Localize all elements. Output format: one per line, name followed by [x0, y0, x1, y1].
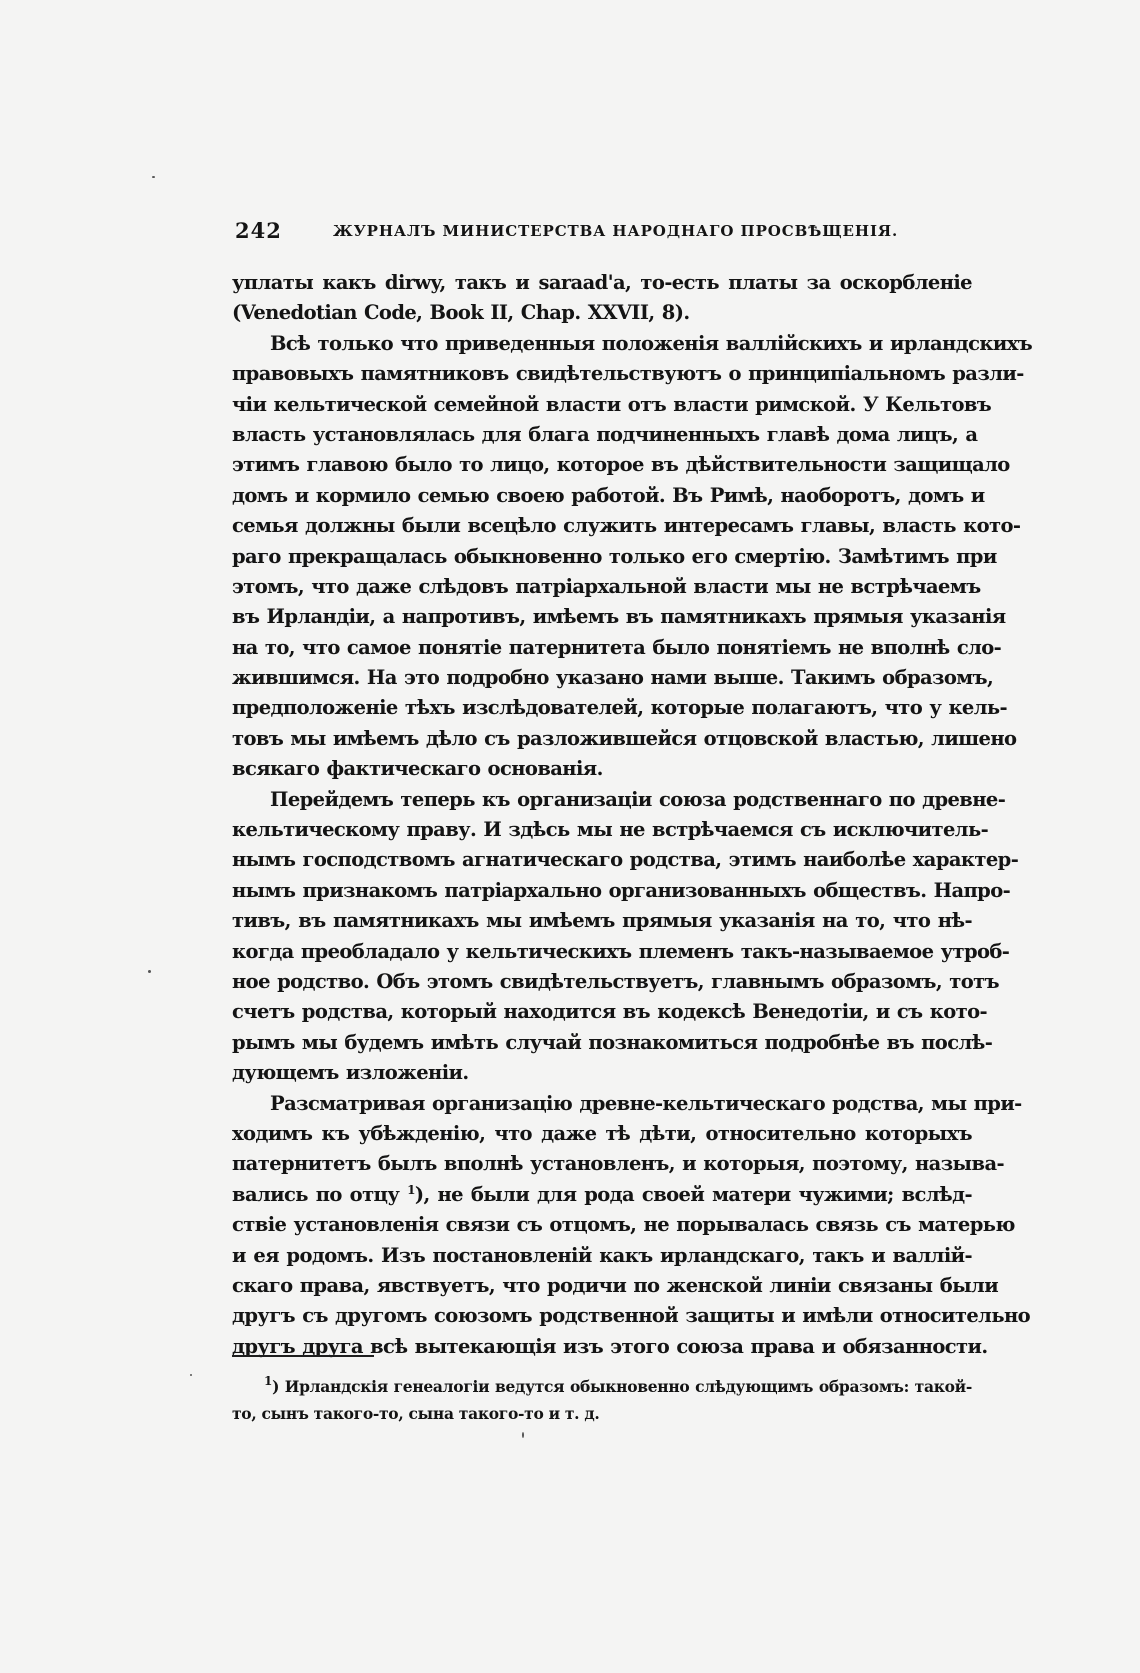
- text-line: раго прекращалась обыкновенно только его смертію. Замѣтимъ при: [232, 544, 997, 568]
- text-line: другъ съ другомъ союзомъ родственной защиты и имѣли относительно: [232, 1304, 1031, 1328]
- text-line: уплаты какъ dirwy, такъ и saraad'a, то-есть платы за оскорбленіе: [232, 271, 972, 294]
- text-line: дующемъ изложеніи.: [232, 1061, 469, 1085]
- text-line: кельтическому праву. И здѣсь мы не встрѣчаемся съ исключитель-: [232, 818, 989, 842]
- footnote-text: ) Ирландскія генеалогіи ведутся обыкновенно слѣдующимъ образомъ: такой-: [272, 1377, 972, 1396]
- body-text: [232, 268, 1033, 1362]
- text-line: въ Ирландіи, а напротивъ, имѣемъ въ памятникахъ прямыя указанія: [232, 605, 1006, 629]
- text-line: ходимъ къ убѣжденію, что даже тѣ дѣти, относительно которыхъ: [232, 1121, 972, 1145]
- paragraph-start-line: Всѣ только что приведенныя положенія валлійскихъ и ирландскихъ: [270, 331, 1033, 355]
- paragraph-start-line: Перейдемъ теперь къ организаціи союза родственнаго по древне-: [270, 787, 1006, 811]
- running-head: ЖУРНАЛЪ МИНИСТЕРСТВА НАРОДНАГО ПРОСВѢЩЕНІЯ.: [333, 222, 899, 240]
- paragraph-start-line: Разсматривая организацію древне-кельтическаго родства, мы при-: [270, 1091, 1022, 1115]
- scan-speck: [152, 176, 155, 178]
- footnote-line: [232, 1373, 972, 1400]
- footnote-reference: 1: [407, 1182, 415, 1197]
- page-header: [235, 218, 899, 248]
- text-line: скаго права, явствуетъ, что родичи по женской линіи связаны были: [232, 1273, 999, 1297]
- text-fragment: ), не были для рода своей матери чужими; вслѣд-: [414, 1182, 972, 1206]
- text-line: тивъ, въ памятникахъ мы имѣемъ прямыя указанія на то, что нѣ-: [232, 909, 972, 933]
- text-line: домъ и кормило семью своею работой. Въ Римѣ, наоборотъ, домъ и: [232, 483, 985, 507]
- text-line: нымъ господствомъ агнатическаго родства, этимъ наиболѣе характер-: [232, 848, 1019, 872]
- text-line: рымъ мы будемъ имѣть случай познакомиться подробнѣе въ послѣ-: [232, 1030, 993, 1054]
- scan-speck: [190, 1374, 192, 1376]
- text-line: когда преобладало у кельтическихъ племенъ такъ-называемое утроб-: [232, 939, 1010, 963]
- text-line: власть установлялась для блага подчиненныхъ главѣ дома лицъ, а: [232, 422, 978, 446]
- text-line: на то, что самое понятіе патернитета было понятіемъ не вполнѣ сло-: [232, 635, 1002, 659]
- text-line: и ея родомъ. Изъ постановленій какъ ирландскаго, такъ и валлій-: [232, 1243, 972, 1267]
- text-fragment: вались по отцу: [232, 1182, 400, 1206]
- scan-speck: [522, 1432, 524, 1438]
- text-line: счетъ родства, который находится въ кодексѣ Венедотіи, и съ кото-: [232, 1000, 987, 1024]
- text-line: товъ мы имѣемъ дѣло съ разложившейся отцовской властью, лишено: [232, 726, 1017, 750]
- footnote-marker: 1: [264, 1374, 273, 1388]
- text-line: предположеніе тѣхъ изслѣдователей, которые полагаютъ, что у кель-: [232, 696, 1008, 720]
- text-line: этомъ, что даже слѣдовъ патріархальной власти мы не встрѣчаемъ: [232, 574, 981, 598]
- footnote: [232, 1373, 972, 1427]
- text-line: правовыхъ памятниковъ свидѣтельствуютъ о принципіальномъ разли-: [232, 362, 1024, 386]
- page-number: 242: [235, 218, 282, 243]
- footnote-line: то, сынъ такого-то, сына такого-то и т. д.: [232, 1404, 600, 1423]
- scan-speck: [148, 970, 151, 973]
- text-line: ствіе установленія связи съ отцомъ, не порывалась связь съ матерью: [232, 1213, 1015, 1237]
- text-line: другъ друга всѣ вытекающія изъ этого союза права и обязанности.: [232, 1334, 988, 1358]
- text-line: этимъ главою было то лицо, которое въ дѣйствительности защищало: [232, 453, 1010, 477]
- text-line: ное родство. Объ этомъ свидѣтельствуетъ, главнымъ образомъ, тотъ: [232, 969, 999, 993]
- text-line-with-footnote-ref: [232, 1180, 972, 1210]
- text-line: нымъ признакомъ патріархально организованныхъ обществъ. Напро-: [232, 878, 1011, 902]
- text-line: семья должны были всецѣло служить интересамъ главы, власть кото-: [232, 514, 1021, 538]
- text-line: жившимся. На это подробно указано нами выше. Такимъ образомъ,: [232, 666, 994, 690]
- text-line: всякаго фактическаго основанія.: [232, 757, 603, 781]
- footnote-divider: [232, 1355, 374, 1357]
- text-line: чіи кельтической семейной власти отъ власти римской. У Кельтовъ: [232, 392, 992, 416]
- text-line: (Venedotian Code, Book II, Chap. XXVII, 8).: [232, 301, 690, 325]
- text-line: патернитетъ былъ вполнѣ установленъ, и которыя, поэтому, называ-: [232, 1152, 1004, 1176]
